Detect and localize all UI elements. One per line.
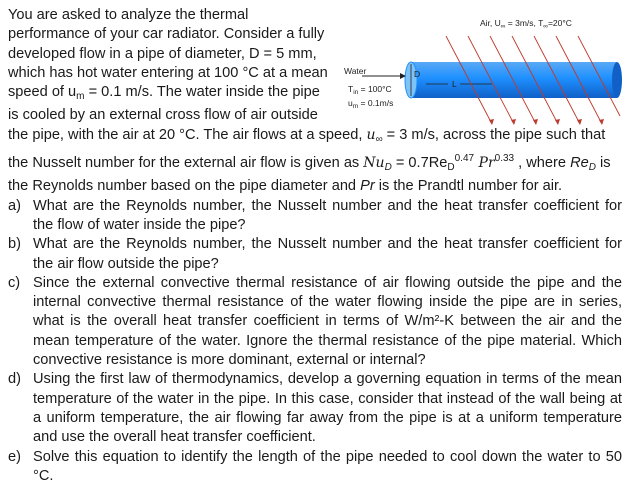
tin-label: $T_{in} = 100^\circ C$ [348, 84, 392, 96]
problem-page [8, 6, 622, 486]
intro-line-5: speed of $u_m = 0.1$ m/s. The water inside the pipe [8, 84, 320, 103]
pipe-outlet [612, 62, 622, 98]
question-text: What are the Reynolds number, the Nusselt number and the heat transfer coefficient for the air flow outside the pipe? [33, 236, 622, 272]
intro-line-3: developed flow in a pipe of diameter, D = 5 mm, [8, 45, 317, 62]
d-label: D [414, 69, 421, 79]
intro-line-4: which has hot water entering at 100 °C at a mean [8, 64, 328, 81]
um-label: $u_m = 0.1m/s$ [348, 98, 394, 110]
question-text: Using the first law of thermodynamics, develop a governing equation in terms of the mean temperature of the water in the pipe. In this case, consider that instead of the wall being at a uniform temperature, the air flowing far away from the pipe is at a uniform temperature and use the overall heat transfer coefficient. [33, 371, 622, 446]
question-label: e) [8, 448, 21, 465]
question-c [8, 274, 622, 370]
question-label: c) [8, 274, 21, 291]
l-label: L [452, 79, 457, 89]
question-label: b) [8, 236, 21, 253]
intro-line-6: is cooled by an external cross flow of air outside [8, 107, 318, 124]
intro-line-8: the Nusselt number for the external air flow is given as $Nu_D = 0.7Re_D^{0.47}$ $Pr^{0.33}$ , where $Re_D$ is [8, 153, 611, 174]
question-label: a) [8, 197, 21, 214]
question-d [8, 370, 622, 447]
intro-block [8, 6, 622, 197]
question-list [8, 197, 622, 486]
question-b [8, 235, 622, 274]
question-text: Since the external convective thermal resistance of air flowing outside the pipe and the internal convective thermal resistance of the water flowing inside the pipe are in series, what is the overall heat transfer coefficient in terms of W/m²-K between the air and the mean temperature of the water. Ignore the thermal resistance of the pipe material. Which convective resistance is more dominant, external or internal? [33, 274, 622, 369]
pipe-body [411, 62, 617, 98]
air-arrow-heads [489, 119, 604, 125]
intro-line-9: the Reynolds number based on the pipe diameter and Pr is the Prandtl number for air. [8, 178, 563, 195]
question-a [8, 197, 622, 236]
question-text: Solve this equation to identify the length of the pipe needed to cool down the water to 50 °C. [33, 448, 622, 484]
question-label: d) [8, 371, 21, 388]
water-label: Water [344, 66, 367, 76]
question-text: What are the Reynolds number, the Nusselt number and the heat transfer coefficient for the flow of water inside the pipe? [33, 197, 622, 233]
intro-line-7: the pipe, with the air at 20 °C. The air flows at a speed, $u_\infty = 3$ m/s, across the pipe such that [8, 126, 606, 145]
pipe-diagram [342, 14, 622, 130]
intro-line-2: performance of your car radiator. Consider a fully [8, 26, 325, 43]
pipe-figure [342, 14, 622, 130]
question-e [8, 448, 622, 487]
intro-line-1: You are asked to analyze the thermal [8, 7, 249, 23]
air-label: Air, $U_\infty = 3m/s$, $T_\infty=20^\circ C$ [480, 18, 572, 30]
